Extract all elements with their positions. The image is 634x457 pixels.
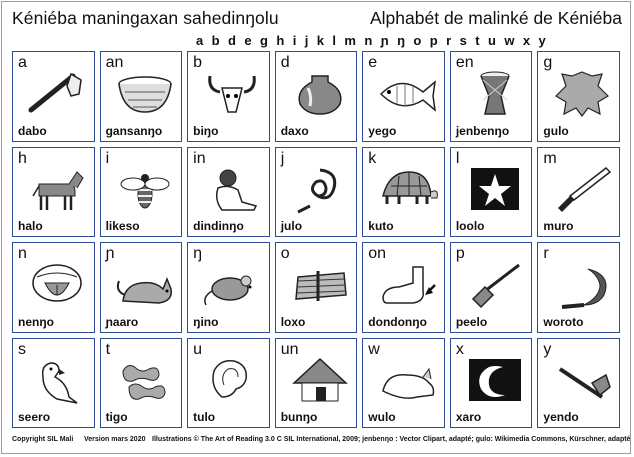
letter-card	[100, 147, 183, 238]
letter-card	[12, 147, 95, 238]
axe-icon	[552, 357, 612, 403]
card-word: dabo	[18, 123, 47, 138]
peanuts-icon	[115, 357, 175, 403]
letter-card	[537, 147, 620, 238]
letter-card	[450, 51, 533, 142]
donkey-icon	[27, 166, 87, 212]
hoe-icon	[27, 70, 87, 116]
card-word: halo	[18, 219, 43, 233]
card-word: seero	[18, 410, 51, 424]
clay-pot-icon	[290, 70, 350, 116]
letter-card	[12, 242, 95, 333]
card-letter: h	[18, 149, 27, 167]
card-word: jenbenŋo	[455, 123, 510, 138]
card-letter: e	[368, 54, 378, 71]
basket-icon	[115, 70, 175, 116]
card-letter: t	[105, 340, 111, 358]
card-word: biŋo	[193, 123, 219, 138]
alphabet-line: a b d e g h i j k l m n ɲ ŋ o p r s t u w x y	[196, 33, 549, 48]
card-letter: an	[105, 54, 124, 71]
card-letter: k	[368, 149, 377, 167]
letter-card	[362, 242, 445, 333]
card-word: gulo	[543, 123, 569, 138]
card-letter: a	[18, 54, 27, 71]
letter-card	[12, 338, 95, 429]
letter-card	[362, 338, 445, 429]
mouse-icon	[202, 261, 262, 307]
card-letter: in	[193, 149, 206, 167]
heel-icon	[377, 261, 437, 307]
letter-card	[275, 51, 358, 142]
card-letter: u	[193, 340, 203, 358]
letter-card	[537, 51, 620, 142]
letter-card	[187, 147, 270, 238]
letter-card	[100, 338, 183, 429]
animal-hide-icon	[552, 70, 612, 116]
footer-credits: Illustrations © The Art of Reading 3.0 C SIL International, 2009; jenbenŋo : Vector Clipart, adapté; gulo: Wikimedia Commons, Kürschner, adapté	[152, 436, 631, 443]
card-letter: r	[543, 245, 549, 262]
card-word: nenŋo	[18, 314, 54, 329]
card-word: woroto	[543, 314, 584, 329]
cat-icon	[115, 261, 175, 307]
footer-copyright: Copyright SIL Mali	[12, 436, 74, 443]
card-letter: ɲ	[105, 245, 115, 262]
card-letter: on	[368, 245, 387, 262]
letter-card	[537, 338, 620, 429]
bee-icon	[115, 166, 175, 212]
letter-card	[450, 242, 533, 333]
card-word: loolo	[455, 219, 485, 233]
card-letter: l	[455, 149, 460, 167]
card-word: tulo	[193, 410, 216, 424]
card-letter: y	[543, 340, 552, 358]
letter-card	[187, 51, 270, 142]
card-word: peelo	[455, 314, 488, 329]
card-word: gansanŋo	[105, 123, 163, 138]
card-letter: un	[280, 340, 299, 358]
sickle-icon	[552, 261, 612, 307]
rope-icon	[290, 166, 350, 212]
letter-card	[450, 147, 533, 238]
knife-icon	[552, 166, 612, 212]
card-letter: j	[280, 149, 285, 167]
card-word: yego	[368, 123, 397, 138]
card-letter: i	[105, 149, 110, 167]
child-icon	[202, 166, 262, 212]
card-word: julo	[280, 219, 303, 233]
dog-icon	[377, 357, 437, 403]
firewood-bundle-icon	[290, 261, 350, 307]
letter-card	[275, 338, 358, 429]
letter-card	[100, 51, 183, 142]
card-word: ɲaaro	[105, 314, 139, 329]
ear-icon	[202, 357, 262, 403]
tortoise-icon	[377, 166, 437, 212]
star-icon	[465, 166, 525, 212]
letter-card	[362, 147, 445, 238]
card-letter: n	[18, 245, 27, 262]
djembe-drum-icon	[465, 70, 525, 116]
letter-card	[187, 242, 270, 333]
card-word: kuto	[368, 219, 394, 233]
crescent-moon-icon	[465, 357, 525, 403]
letter-card	[12, 51, 95, 142]
card-word: ŋino	[193, 314, 219, 329]
card-word: loxo	[280, 314, 306, 329]
alphabet-grid	[12, 51, 620, 428]
hut-icon	[290, 357, 350, 403]
parrot-icon	[27, 357, 87, 403]
footer-version: Version mars 2020	[84, 436, 146, 443]
card-letter: p	[455, 245, 465, 262]
card-word: wulo	[368, 410, 396, 424]
card-word: muro	[543, 219, 574, 233]
letter-card	[362, 51, 445, 142]
letter-card	[450, 338, 533, 429]
card-letter: o	[280, 245, 290, 262]
card-letter: g	[543, 54, 553, 71]
title-french: Alphabét de malinké de Kéniéba	[370, 8, 622, 28]
horns-icon	[202, 70, 262, 116]
card-word: dondonŋo	[368, 314, 427, 329]
letter-card	[537, 242, 620, 333]
letter-card	[100, 242, 183, 333]
card-word: xaro	[455, 410, 482, 424]
card-word: dindinŋo	[193, 219, 244, 233]
card-letter: ŋ	[193, 245, 203, 262]
card-word: yendo	[543, 410, 579, 424]
letter-card	[187, 338, 270, 429]
card-word: daxo	[280, 123, 309, 138]
letter-card	[275, 242, 358, 333]
shovel-icon	[465, 261, 525, 307]
card-word: tigo	[105, 410, 128, 424]
card-letter: x	[455, 340, 464, 358]
card-letter: m	[543, 149, 557, 167]
letter-card	[275, 147, 358, 238]
title-malinke: Kéniéba maningaxan sahedinŋolu	[12, 8, 279, 28]
card-word: likeso	[105, 219, 140, 233]
fish-icon	[377, 70, 437, 116]
card-word: bunŋo	[280, 410, 318, 424]
card-letter: en	[455, 54, 474, 71]
card-letter: w	[368, 340, 380, 358]
card-letter: s	[18, 340, 26, 358]
tongue-icon	[27, 261, 87, 307]
card-letter: d	[280, 54, 290, 71]
card-letter: b	[193, 54, 203, 71]
